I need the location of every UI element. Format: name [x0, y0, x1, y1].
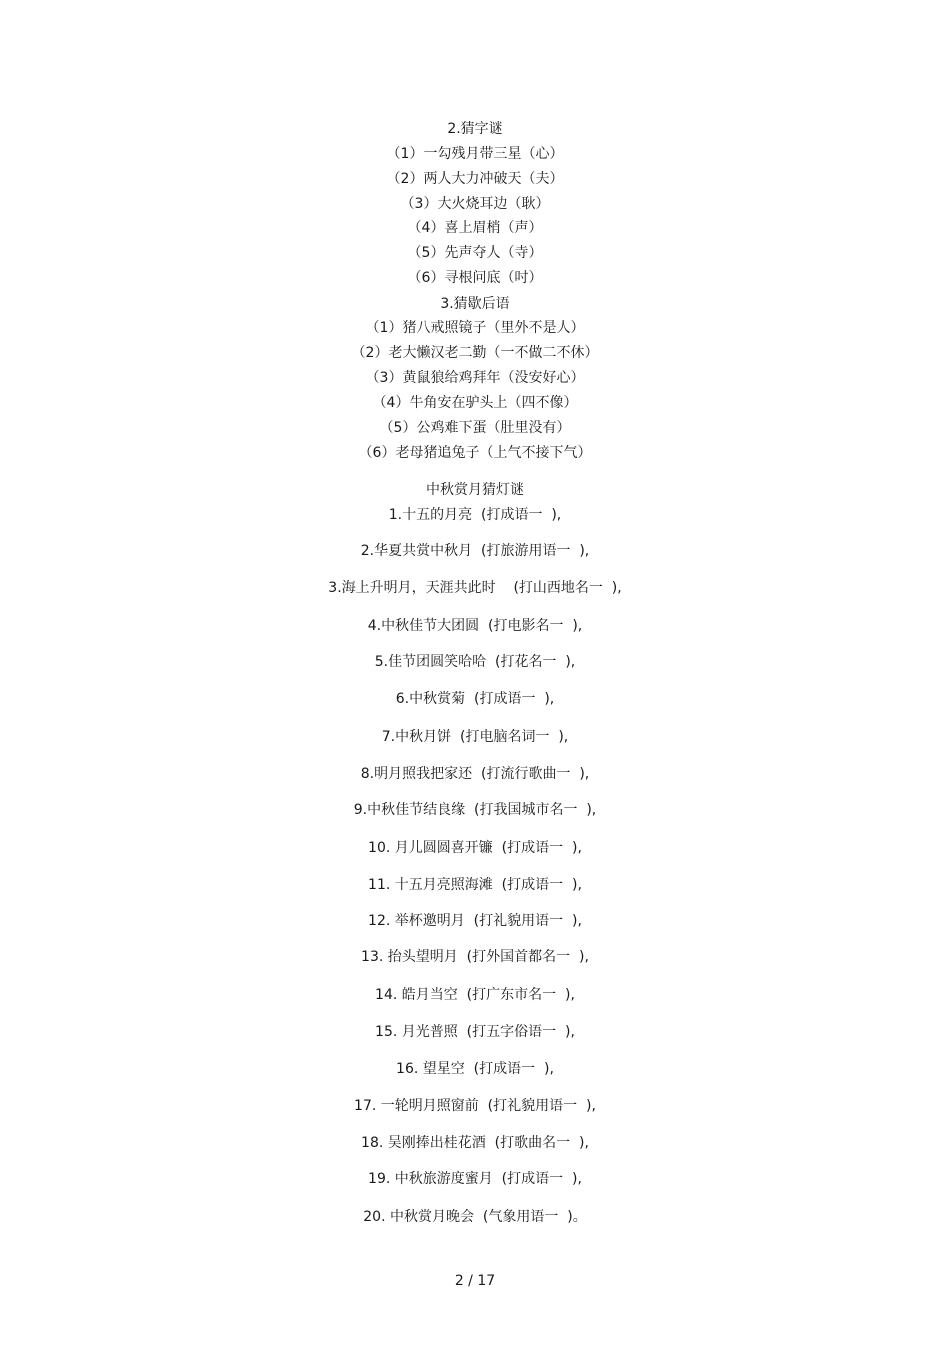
section-3-item-2: （2）老大懒汉老二勤（一不做二不休）: [351, 345, 599, 361]
riddle-item-13: 13. 抬头望明月 (打外国首都名一 ),: [361, 949, 589, 965]
section-2-item-6: （6）寻根问底（吋）: [407, 270, 543, 286]
riddle-item-1: 1.十五的月亮 (打成语一 ),: [388, 507, 562, 523]
riddle-item-2: 2.华夏共赏中秋月 (打旅游用语一 ),: [360, 543, 590, 559]
section-3-item-5: （5）公鸡难下蛋（肚里没有）: [379, 420, 571, 436]
riddle-item-10: 10. 月儿圆圆喜开镰 (打成语一 ),: [368, 840, 582, 856]
riddle-item-11: 11. 十五月亮照海滩 (打成语一 ),: [368, 877, 582, 893]
section-3-item-3: （3）黄鼠狼给鸡拜年（没安好心）: [365, 370, 585, 386]
riddle-item-3: 3.海上升明月，天涯共此时 (打山西地名一 ),: [328, 580, 622, 596]
section-3-item-6: （6）老母猪追兔子（上气不接下气）: [358, 445, 592, 461]
section-3-heading: 3.猜歇后语: [440, 296, 510, 312]
riddle-item-6: 6.中秋赏菊 (打成语一 ),: [395, 691, 555, 707]
section-2-item-1: （1）一勾残月带三星（心）: [386, 146, 564, 162]
riddle-item-14: 14. 皓月当空 (打广东市名一 ),: [375, 987, 575, 1003]
riddle-item-16: 16. 望星空 (打成语一 ),: [396, 1061, 554, 1077]
riddle-item-19: 19. 中秋旅游度蜜月 (打成语一 ),: [368, 1171, 582, 1187]
riddle-item-20: 20. 中秋赏月晚会 (气象用语一 )。: [363, 1209, 587, 1225]
riddle-item-5: 5.佳节团圆笑哈哈 (打花名一 ),: [374, 654, 576, 670]
riddle-item-7: 7.中秋月饼 (打电脑名词一 ),: [381, 729, 569, 745]
riddle-item-18: 18. 吴刚捧出桂花酒 (打歌曲名一 ),: [361, 1135, 589, 1151]
riddle-item-15: 15. 月光普照 (打五字俗语一 ),: [375, 1024, 575, 1040]
page-number: 2 / 17: [454, 1273, 496, 1289]
section-2-item-2: （2）两人大力冲破天（夫）: [386, 171, 564, 187]
riddle-item-8: 8.明月照我把家还 (打流行歌曲一 ),: [360, 766, 590, 782]
section-2-item-4: （4）喜上眉梢（声）: [407, 220, 543, 236]
riddle-item-9: 9.中秋佳节结良缘 (打我国城市名一 ),: [353, 802, 597, 818]
section-2-item-3: （3）大火烧耳边（耿）: [400, 196, 550, 212]
riddle-item-4: 4.中秋佳节大团圆 (打电影名一 ),: [367, 618, 583, 634]
section-2-item-5: （5）先声夺人（寺）: [407, 245, 543, 261]
section-3-item-1: （1）猪八戒照镜子（里外不是人）: [365, 320, 585, 336]
riddles-heading: 中秋赏月猜灯谜: [426, 482, 524, 498]
section-2-heading: 2.猜字谜: [447, 121, 503, 137]
riddle-item-12: 12. 举杯邀明月 (打礼貌用语一 ),: [368, 913, 582, 929]
riddle-item-17: 17. 一轮明月照窗前 (打礼貌用语一 ),: [354, 1098, 596, 1114]
section-3-item-4: （4）牛角安在驴头上（四不像）: [372, 395, 578, 411]
